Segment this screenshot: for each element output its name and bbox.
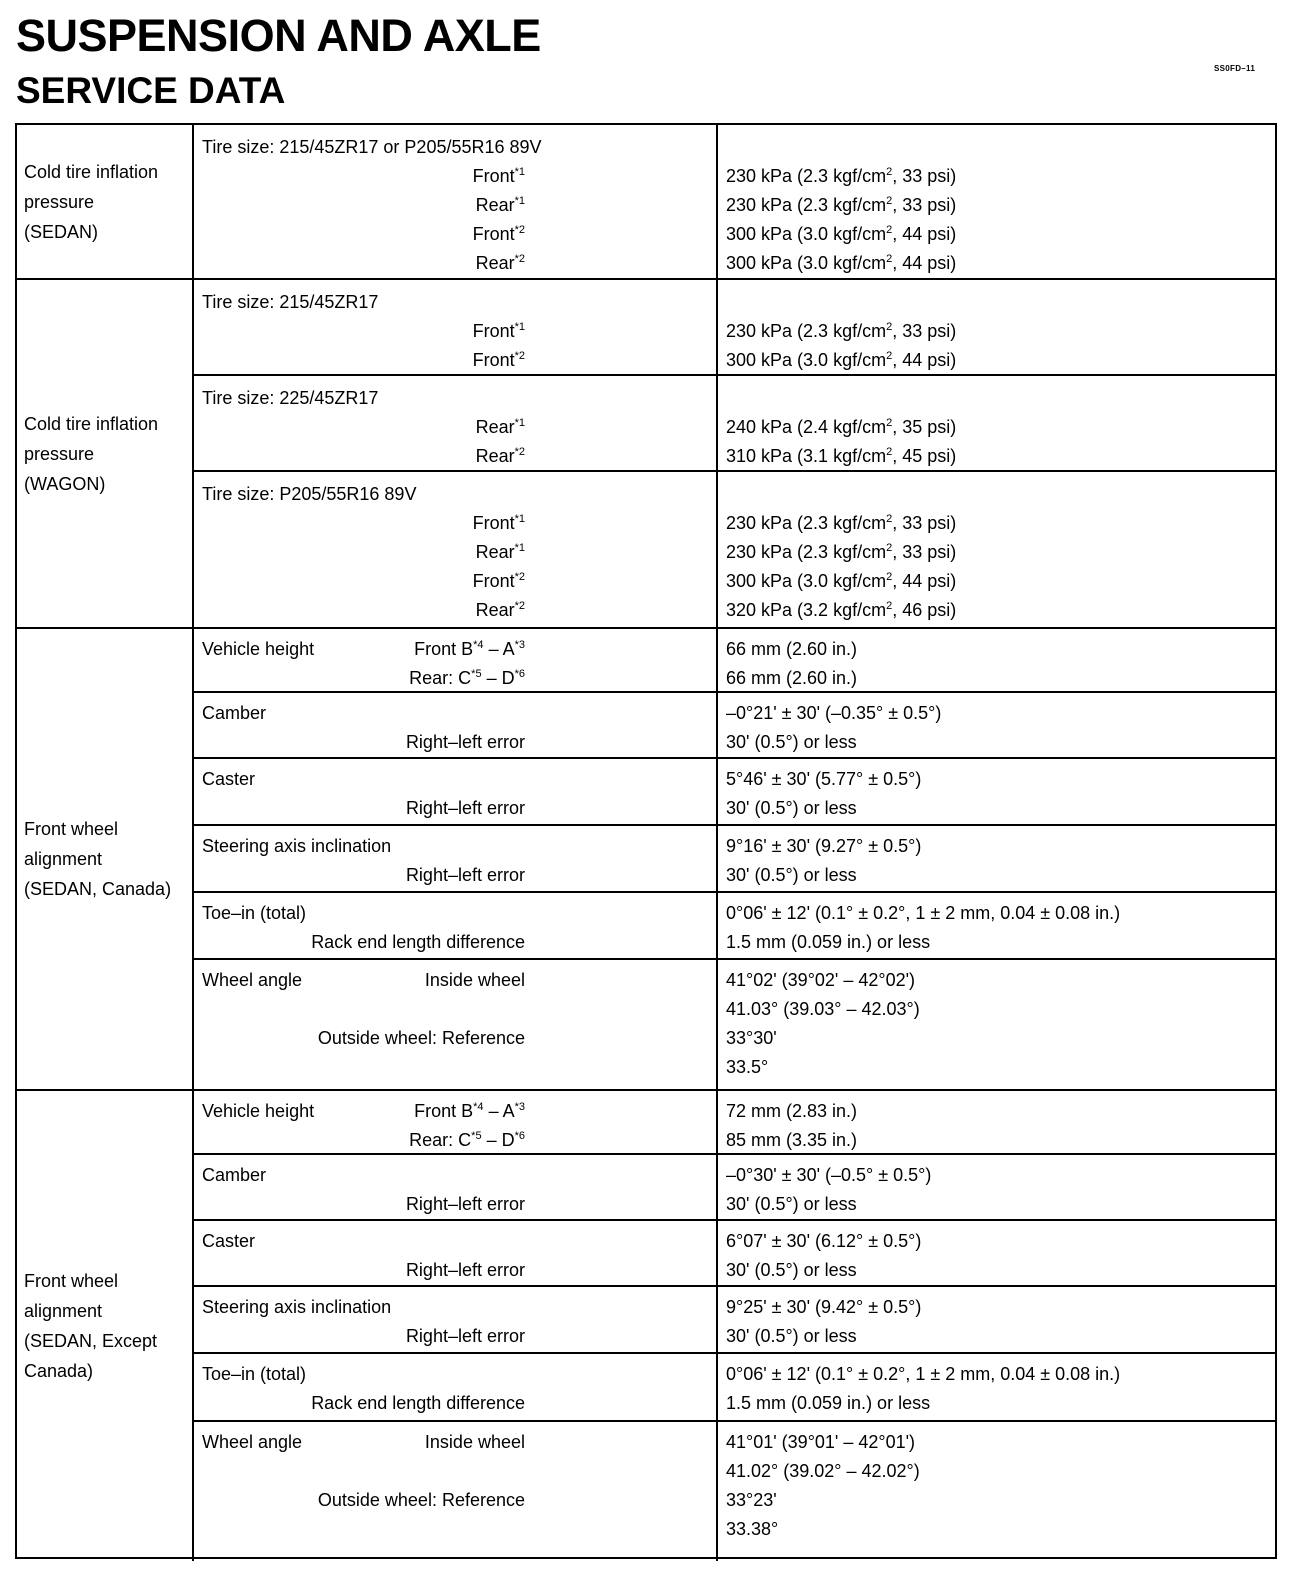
row-label: Caster (202, 769, 256, 789)
row-value: 1.5 mm (0.059 in.) or less (726, 1393, 931, 1413)
row-value: 85 mm (3.35 in.) (726, 1130, 858, 1150)
row-value: 1.5 mm (0.059 in.) or less (726, 932, 931, 952)
row-condition: Front $B^{*4} - A^{*3}$ (414, 1101, 525, 1121)
service-data-table (15, 123, 1277, 1559)
spec-row (194, 699, 1275, 728)
spec-group (194, 472, 1275, 627)
section-label: Front wheel alignment (SEDAN, Canada) (17, 629, 194, 1089)
row-condition: Inside wheel (424, 970, 525, 990)
spec-row (194, 1227, 1275, 1256)
row-condition: Rear: $C^{*5} - D^{*6}$ (409, 668, 525, 688)
spec-group (194, 1287, 1275, 1354)
row-value: 33°23' (726, 1490, 777, 1510)
spec-row (194, 1190, 1275, 1219)
spec-group (194, 693, 1275, 759)
row-value: 300 kPa (3.0 kgf/$cm^2$, 44 psi) (726, 571, 957, 591)
row-condition: Rear$^{*2}$ (475, 446, 525, 466)
row-value: 240 kPa (2.4 kgf/$cm^2$, 35 psi) (726, 417, 957, 437)
spec-row (194, 384, 1275, 413)
row-condition: Inside wheel (424, 1432, 525, 1452)
spec-group (194, 376, 1275, 472)
row-value: 41.02° (39.02° – 42.02°) (726, 1461, 920, 1481)
row-label: Toe–in (total) (202, 1364, 307, 1384)
row-condition: Right–left error (405, 1326, 525, 1346)
row-label: Tire size: 225/45ZR17 (202, 388, 379, 408)
row-condition: Rear: $C^{*5} - D^{*6}$ (409, 1130, 525, 1150)
row-label: Tire size: 215/45ZR17 (202, 292, 379, 312)
row-condition: Rear$^{*1}$ (475, 195, 525, 215)
row-value: 6°07' ± 30' (6.12° ± 0.5°) (726, 1231, 922, 1251)
spec-group (194, 1155, 1275, 1221)
row-condition: Right–left error (405, 1194, 525, 1214)
row-label: Steering axis inclination (202, 1297, 392, 1317)
row-value: 66 mm (2.60 in.) (726, 639, 858, 659)
spec-row (194, 442, 1275, 471)
row-value: 300 kPa (3.0 kgf/$cm^2$, 44 psi) (726, 253, 957, 273)
row-condition: Right–left error (405, 1260, 525, 1280)
row-value: 300 kPa (3.0 kgf/$cm^2$, 44 psi) (726, 224, 957, 244)
row-value: 230 kPa (2.3 kgf/$cm^2$, 33 psi) (726, 542, 957, 562)
row-value: 66 mm (2.60 in.) (726, 668, 858, 688)
spec-row (194, 249, 1275, 278)
row-value: 30' (0.5°) or less (726, 798, 857, 818)
row-condition: Front$^{*1}$ (472, 513, 525, 533)
row-label: Toe–in (total) (202, 903, 307, 923)
row-condition: Rear$^{*2}$ (475, 253, 525, 273)
spec-row (194, 794, 1275, 823)
row-condition: Rear$^{*1}$ (475, 542, 525, 562)
spec-row (194, 1293, 1275, 1322)
spec-row (194, 133, 1275, 162)
row-value: 41°01' (39°01' – 42°01') (726, 1432, 916, 1452)
row-value: 30' (0.5°) or less (726, 1260, 857, 1280)
row-value: 0°06' ± 12' (0.1° ± 0.2°, 1 ± 2 mm, 0.04 ± 0.08 in.) (726, 1364, 1121, 1384)
spec-group (194, 1422, 1275, 1561)
row-label: Tire size: 215/45ZR17 or P205/55R16 89V (202, 137, 542, 157)
spec-section (17, 125, 1275, 280)
spec-row (194, 635, 1275, 664)
spec-row (194, 995, 1275, 1024)
spec-row (194, 596, 1275, 625)
spec-group (194, 1354, 1275, 1422)
row-value: 9°25' ± 30' (9.42° ± 0.5°) (726, 1297, 922, 1317)
spec-row (194, 288, 1275, 317)
spec-row (194, 1322, 1275, 1351)
spec-row (194, 1256, 1275, 1285)
spec-group (194, 629, 1275, 693)
row-value: 230 kPa (2.3 kgf/$cm^2$, 33 psi) (726, 166, 957, 186)
row-value: 230 kPa (2.3 kgf/$cm^2$, 33 psi) (726, 513, 957, 533)
row-label: Camber (202, 703, 267, 723)
spec-row (194, 1457, 1275, 1486)
row-value: 33°30' (726, 1028, 777, 1048)
spec-row (194, 861, 1275, 890)
spec-row (194, 346, 1275, 375)
spec-row (194, 220, 1275, 249)
spec-row (194, 765, 1275, 794)
row-condition: Right–left error (405, 732, 525, 752)
spec-row (194, 538, 1275, 567)
row-value: 30' (0.5°) or less (726, 865, 857, 885)
row-value: 41.03° (39.03° – 42.03°) (726, 999, 920, 1019)
row-value: 33.5° (726, 1057, 769, 1077)
spec-row (194, 1053, 1275, 1082)
row-value: 72 mm (2.83 in.) (726, 1101, 858, 1121)
spec-row (194, 191, 1275, 220)
spec-group (194, 280, 1275, 376)
row-label: Wheel angle (202, 970, 303, 990)
row-label: Steering axis inclination (202, 836, 392, 856)
spec-section (17, 280, 1275, 629)
spec-group (194, 759, 1275, 826)
row-label: Tire size: P205/55R16 89V (202, 484, 417, 504)
spec-row (194, 966, 1275, 995)
row-condition: Outside wheel: Reference (317, 1028, 525, 1048)
spec-row (194, 480, 1275, 509)
section-body (194, 125, 1275, 278)
spec-row (194, 1024, 1275, 1053)
spec-row (194, 728, 1275, 757)
page-code: SS0FD–11 (1214, 64, 1256, 73)
row-value: –0°21' ± 30' (–0.35° ± 0.5°) (726, 703, 942, 723)
section-body (194, 1091, 1275, 1561)
spec-section (17, 1091, 1275, 1561)
spec-row (194, 1126, 1275, 1155)
section-body (194, 629, 1275, 1089)
row-condition: Outside wheel: Reference (317, 1490, 525, 1510)
spec-row (194, 1486, 1275, 1515)
spec-section (17, 629, 1275, 1091)
row-value: 230 kPa (2.3 kgf/$cm^2$, 33 psi) (726, 321, 957, 341)
spec-row (194, 567, 1275, 596)
row-condition: Rear$^{*1}$ (475, 417, 525, 437)
row-condition: Front$^{*2}$ (472, 224, 525, 244)
page-title: SUSPENSION AND AXLE (16, 10, 541, 61)
spec-row (194, 162, 1275, 191)
row-value: 310 kPa (3.1 kgf/$cm^2$, 45 psi) (726, 446, 957, 466)
row-value: 0°06' ± 12' (0.1° ± 0.2°, 1 ± 2 mm, 0.04 ± 0.08 in.) (726, 903, 1121, 923)
row-condition: Front$^{*2}$ (472, 350, 525, 370)
row-value: 5°46' ± 30' (5.77° ± 0.5°) (726, 769, 922, 789)
row-label: Vehicle height (202, 1101, 315, 1121)
section-label: Cold tire inflation pressure (SEDAN) (17, 125, 194, 278)
spec-row (194, 413, 1275, 442)
spec-row (194, 1097, 1275, 1126)
row-condition: Rack end length difference (311, 1393, 525, 1413)
row-condition: Rear$^{*2}$ (475, 600, 525, 620)
row-condition: Right–left error (405, 865, 525, 885)
spec-row (194, 509, 1275, 538)
spec-group (194, 1091, 1275, 1155)
row-condition: Front$^{*1}$ (472, 321, 525, 341)
row-value: 30' (0.5°) or less (726, 1194, 857, 1214)
spec-row (194, 1428, 1275, 1457)
row-label: Wheel angle (202, 1432, 303, 1452)
row-label: Camber (202, 1165, 267, 1185)
spec-row (194, 1389, 1275, 1418)
spec-row (194, 1161, 1275, 1190)
row-value: 33.38° (726, 1519, 779, 1539)
spec-row (194, 317, 1275, 346)
spec-group (194, 826, 1275, 893)
row-value: 9°16' ± 30' (9.27° ± 0.5°) (726, 836, 922, 856)
row-value: 300 kPa (3.0 kgf/$cm^2$, 44 psi) (726, 350, 957, 370)
section-label: Cold tire inflation pressure (WAGON) (17, 280, 194, 627)
spec-row (194, 1515, 1275, 1544)
spec-group (194, 893, 1275, 960)
row-value: –0°30' ± 30' (–0.5° ± 0.5°) (726, 1165, 932, 1185)
spec-group (194, 1221, 1275, 1287)
row-value: 320 kPa (3.2 kgf/$cm^2$, 46 psi) (726, 600, 957, 620)
section-label: Front wheel alignment (SEDAN, Except Canada) (17, 1091, 194, 1561)
spec-group (194, 125, 1275, 278)
spec-group (194, 960, 1275, 1091)
spec-row (194, 832, 1275, 861)
row-value: 41°02' (39°02' – 42°02') (726, 970, 916, 990)
row-label: Vehicle height (202, 639, 315, 659)
spec-row (194, 1360, 1275, 1389)
section-title: SERVICE DATA (16, 70, 286, 111)
spec-row (194, 899, 1275, 928)
spec-row (194, 664, 1275, 693)
row-condition: Right–left error (405, 798, 525, 818)
row-label: Caster (202, 1231, 256, 1251)
row-condition: Rack end length difference (311, 932, 525, 952)
row-condition: Front $B^{*4} - A^{*3}$ (414, 639, 525, 659)
row-condition: Front$^{*1}$ (472, 166, 525, 186)
row-value: 30' (0.5°) or less (726, 732, 857, 752)
spec-row (194, 928, 1275, 957)
row-value: 30' (0.5°) or less (726, 1326, 857, 1346)
row-condition: Front$^{*2}$ (472, 571, 525, 591)
row-value: 230 kPa (2.3 kgf/$cm^2$, 33 psi) (726, 195, 957, 215)
section-body (194, 280, 1275, 627)
